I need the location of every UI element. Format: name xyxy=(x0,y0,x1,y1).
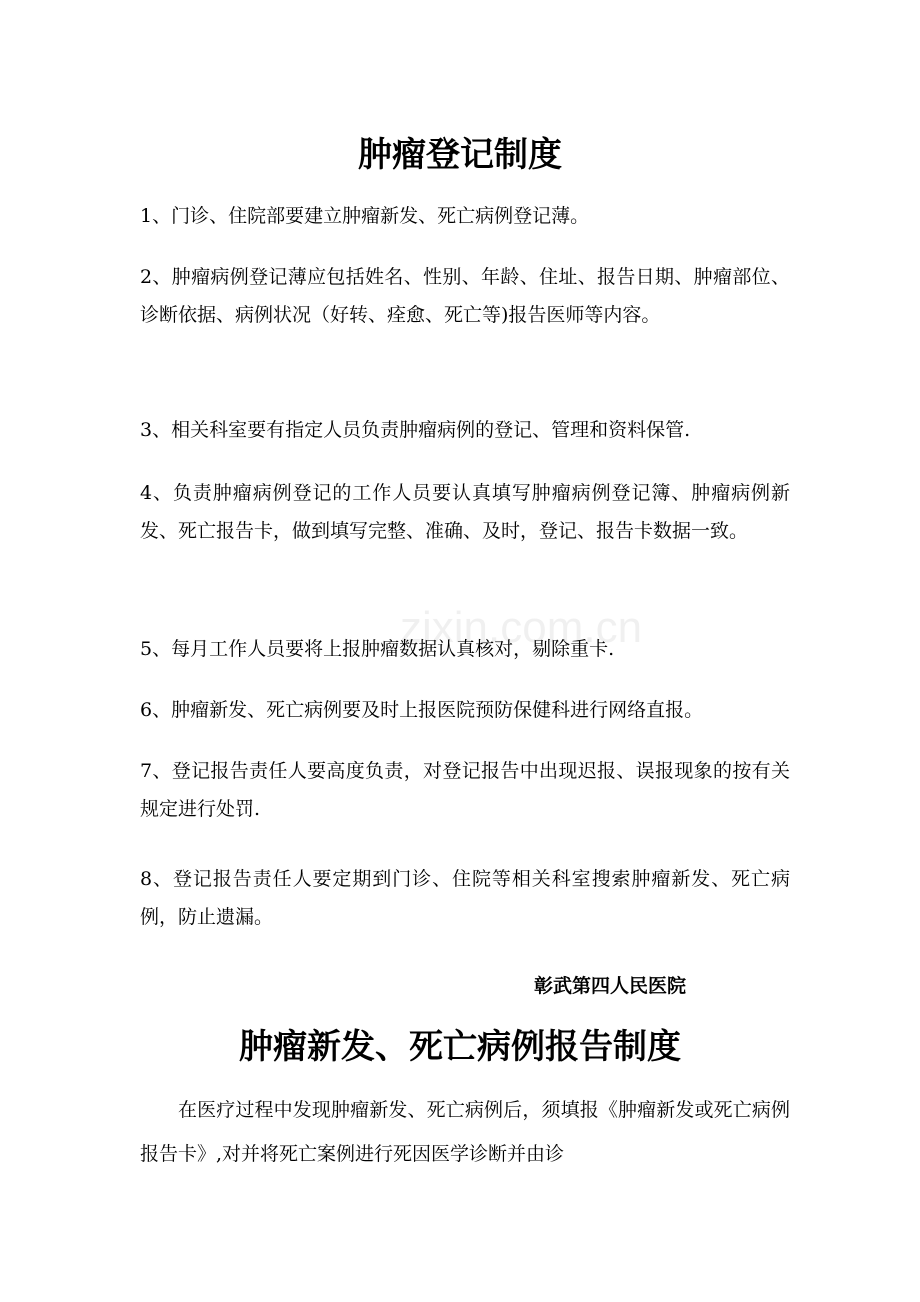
rule-item-8: 8、登记报告责任人要定期到门诊、住院等相关科室搜索肿瘤新发、死亡病例，防止遗漏。 xyxy=(140,868,790,928)
rule-item-1: 1、门诊、住院部要建立肿瘤新发、死亡病例登记薄。 xyxy=(140,205,590,227)
section2-intro-paragraph: 在医疗过程中发现肿瘤新发、死亡病例后，须填报《肿瘤新发或死亡病例报告卡》,对并将死亡案例进行死因医学诊断并由诊 xyxy=(140,1099,790,1165)
rule-item-5: 5、每月工作人员要将上报肿瘤数据认真核对，剔除重卡. xyxy=(140,638,615,660)
hospital-signature: 彰武第四人民医院 xyxy=(534,975,687,997)
rule-item-4: 4、负责肿瘤病例登记的工作人员要认真填写肿瘤病例登记簿、肿瘤病例新发、死亡报告卡，做到填写完整、准确、及时，登记、报告卡数据一致。 xyxy=(140,482,790,542)
rule-item-7: 7、登记报告责任人要高度负责，对登记报告中出现迟报、误报现象的按有关规定进行处罚. xyxy=(140,760,790,820)
rule-item-6: 6、肿瘤新发、死亡病例要及时上报医院预防保健科进行网络直报。 xyxy=(140,699,704,721)
section2-title: 肿瘤新发、死亡病例报告制度 xyxy=(239,1027,681,1067)
rule-item-2: 2、肿瘤病例登记薄应包括姓名、性别、年龄、住址、报告日期、肿瘤部位、诊断依据、病例状况（好转、痊愈、死亡等)报告医师等内容。 xyxy=(140,266,790,326)
rule-item-3: 3、相关科室要有指定人员负责肿瘤病例的登记、管理和资料保管. xyxy=(140,419,691,441)
watermark: zixin.com.cn xyxy=(400,603,643,652)
document-title: 肿瘤登记制度 xyxy=(358,135,562,175)
